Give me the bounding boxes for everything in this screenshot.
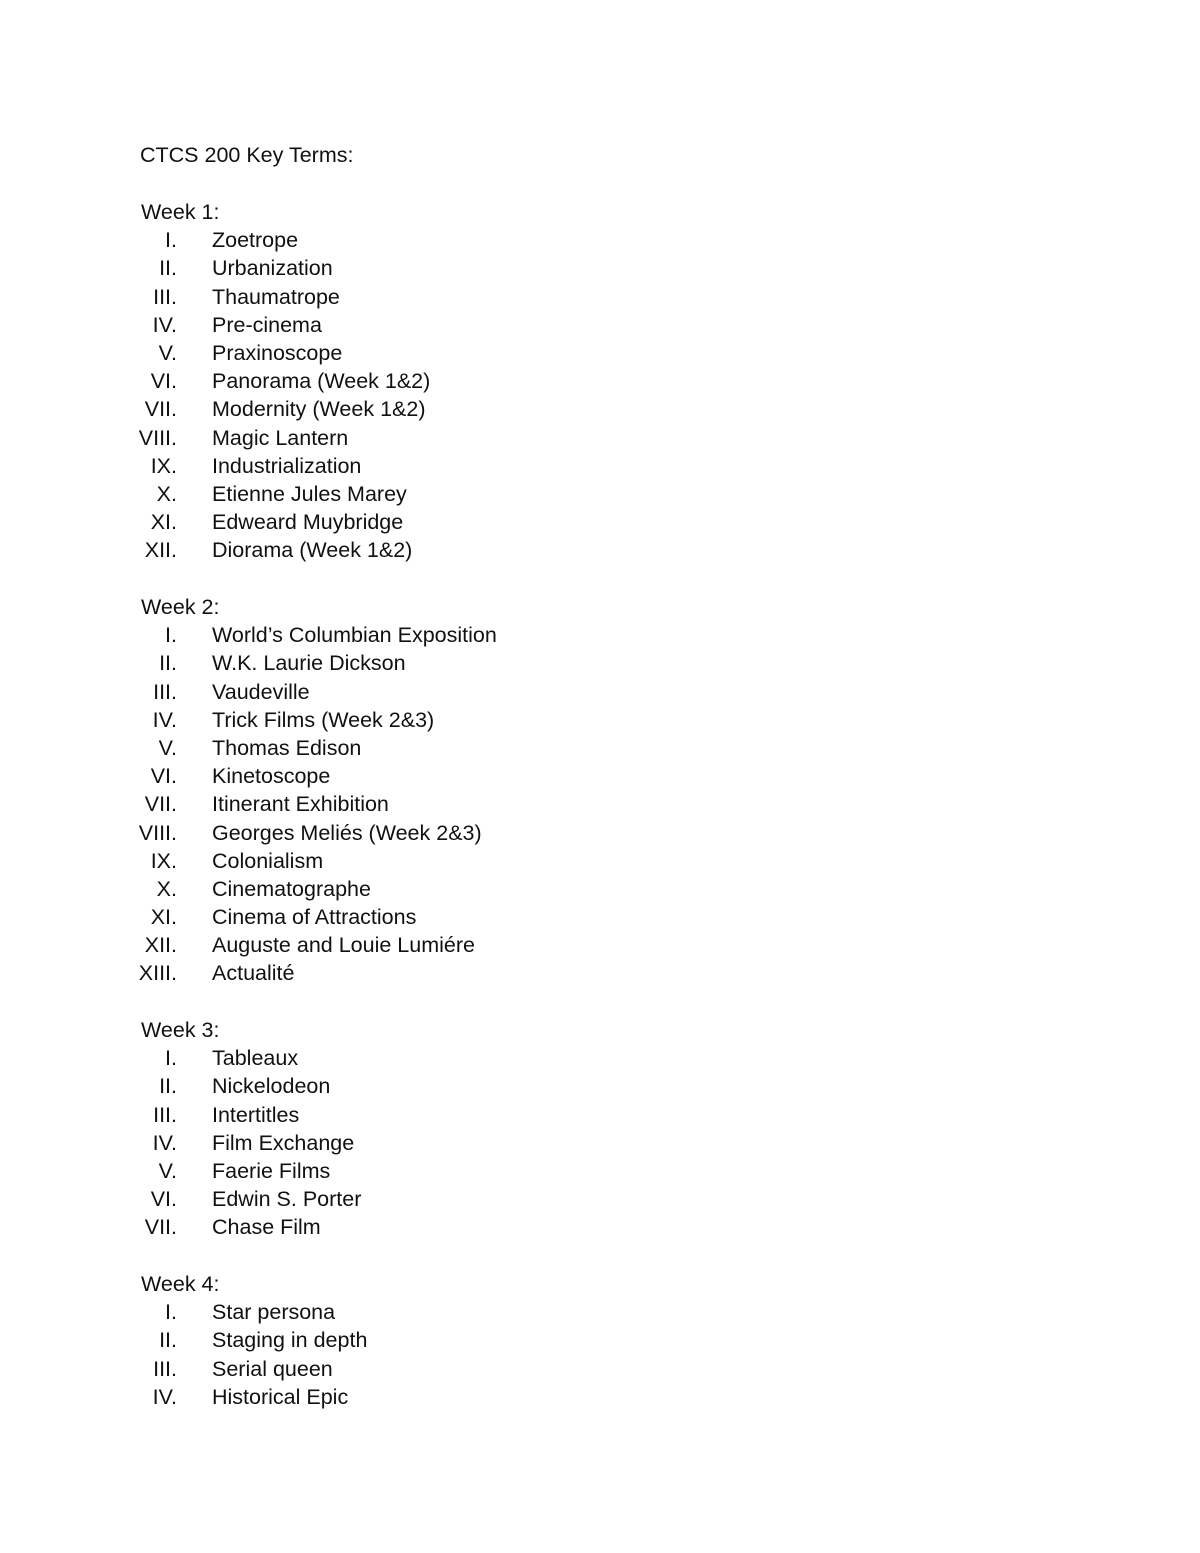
term-item: [0, 1185, 700, 1213]
term-text: Staging in depth: [212, 1328, 368, 1353]
term-numeral: III.: [153, 679, 177, 704]
term-numeral: XI.: [150, 510, 177, 535]
term-text: Edweard Muybridge: [212, 510, 404, 535]
term-text: Urbanization: [212, 256, 333, 281]
term-item: [0, 762, 700, 790]
term-text: Historical Epic: [212, 1384, 349, 1409]
term-text: W.K. Laurie Dickson: [212, 651, 406, 676]
term-numeral: X.: [156, 481, 177, 506]
term-item: [0, 734, 700, 762]
term-numeral: VII.: [144, 397, 177, 422]
term-numeral: V.: [158, 1158, 177, 1183]
term-numeral: VI.: [150, 369, 177, 394]
term-text: Tableaux: [212, 1046, 299, 1071]
term-text: Cinema of Attractions: [212, 905, 417, 930]
term-item: [0, 706, 700, 734]
term-numeral: XI.: [150, 905, 177, 930]
term-item: [0, 1044, 700, 1072]
term-numeral: II.: [159, 651, 177, 676]
term-text: Actualité: [212, 961, 295, 986]
week-2-heading: Week 2:: [141, 595, 220, 619]
term-numeral: VII.: [144, 792, 177, 817]
term-text: Praxinoscope: [212, 340, 343, 365]
term-text: Trick Films (Week 2&3): [212, 707, 435, 732]
term-text: Diorama (Week 1&2): [212, 538, 413, 563]
term-text: Faerie Films: [212, 1158, 331, 1183]
term-numeral: X.: [156, 876, 177, 901]
term-text: Chase Film: [212, 1215, 321, 1240]
term-text: Georges Meliés (Week 2&3): [212, 820, 482, 845]
term-numeral: VIII.: [138, 820, 177, 845]
term-item: [0, 649, 700, 677]
term-numeral: IV.: [152, 707, 177, 732]
term-item: [0, 367, 700, 395]
term-numeral: I.: [165, 228, 177, 253]
term-text: Cinematographe: [212, 876, 371, 901]
term-text: Magic Lantern: [212, 425, 349, 450]
term-item: [0, 1129, 700, 1157]
term-numeral: II.: [159, 256, 177, 281]
term-text: Thaumatrope: [212, 284, 340, 309]
term-item: [0, 959, 700, 987]
term-text: Colonialism: [212, 848, 324, 873]
term-item: [0, 903, 700, 931]
term-numeral: VIII.: [138, 425, 177, 450]
term-item: [0, 1072, 700, 1100]
term-text: Etienne Jules Marey: [212, 481, 407, 506]
term-item: [0, 819, 700, 847]
term-item: [0, 931, 700, 959]
term-item: [0, 1298, 700, 1326]
term-item: [0, 480, 700, 508]
week-1-term-list: [0, 226, 700, 564]
term-numeral: IV.: [152, 1130, 177, 1155]
term-item: [0, 1355, 700, 1383]
term-text: Kinetoscope: [212, 764, 331, 789]
term-item: [0, 339, 700, 367]
term-text: Zoetrope: [212, 228, 299, 253]
term-numeral: II.: [159, 1328, 177, 1353]
term-numeral: XII.: [144, 538, 177, 563]
term-item: [0, 1101, 700, 1129]
term-item: [0, 1157, 700, 1185]
week-4-heading: Week 4:: [141, 1272, 220, 1296]
term-numeral: VI.: [150, 764, 177, 789]
term-numeral: III.: [153, 1356, 177, 1381]
term-text: Serial queen: [212, 1356, 333, 1381]
term-item: [0, 875, 700, 903]
term-numeral: IX.: [150, 453, 177, 478]
week-3-heading: Week 3:: [141, 1018, 220, 1042]
term-numeral: IX.: [150, 848, 177, 873]
term-text: Itinerant Exhibition: [212, 792, 389, 817]
term-numeral: VI.: [150, 1187, 177, 1212]
term-numeral: I.: [165, 1300, 177, 1325]
term-text: World’s Columbian Exposition: [212, 623, 497, 648]
week-4-term-list: [0, 1298, 700, 1411]
term-item: [0, 1213, 700, 1241]
term-item: [0, 621, 700, 649]
term-item: [0, 1383, 700, 1411]
term-text: Thomas Edison: [212, 735, 362, 760]
term-item: [0, 311, 700, 339]
week-3-term-list: [0, 1044, 700, 1241]
term-item: [0, 536, 700, 564]
term-text: Modernity (Week 1&2): [212, 397, 426, 422]
term-item: [0, 678, 700, 706]
term-item: [0, 790, 700, 818]
term-numeral: III.: [153, 284, 177, 309]
term-item: [0, 847, 700, 875]
term-numeral: II.: [159, 1074, 177, 1099]
term-item: [0, 424, 700, 452]
term-numeral: I.: [165, 623, 177, 648]
term-numeral: VII.: [144, 1215, 177, 1240]
week-2-term-list: [0, 621, 700, 987]
term-numeral: V.: [158, 340, 177, 365]
term-item: [0, 395, 700, 423]
term-text: Film Exchange: [212, 1130, 355, 1155]
term-numeral: XII.: [144, 933, 177, 958]
term-numeral: IV.: [152, 1384, 177, 1409]
document-title: CTCS 200 Key Terms:: [140, 143, 354, 167]
term-numeral: I.: [165, 1046, 177, 1071]
term-item: [0, 254, 700, 282]
term-numeral: III.: [153, 1102, 177, 1127]
term-text: Panorama (Week 1&2): [212, 369, 431, 394]
term-item: [0, 1326, 700, 1354]
term-text: Edwin S. Porter: [212, 1187, 362, 1212]
term-text: Nickelodeon: [212, 1074, 331, 1099]
term-numeral: XIII.: [138, 961, 177, 986]
term-text: Pre-cinema: [212, 312, 322, 337]
term-text: Auguste and Louie Lumiére: [212, 933, 475, 958]
term-text: Vaudeville: [212, 679, 310, 704]
term-item: [0, 508, 700, 536]
term-item: [0, 226, 700, 254]
term-numeral: IV.: [152, 312, 177, 337]
term-item: [0, 283, 700, 311]
term-text: Industrialization: [212, 453, 362, 478]
term-text: Star persona: [212, 1300, 336, 1325]
week-1-heading: Week 1:: [141, 200, 220, 224]
term-numeral: V.: [158, 735, 177, 760]
term-text: Intertitles: [212, 1102, 300, 1127]
term-item: [0, 452, 700, 480]
